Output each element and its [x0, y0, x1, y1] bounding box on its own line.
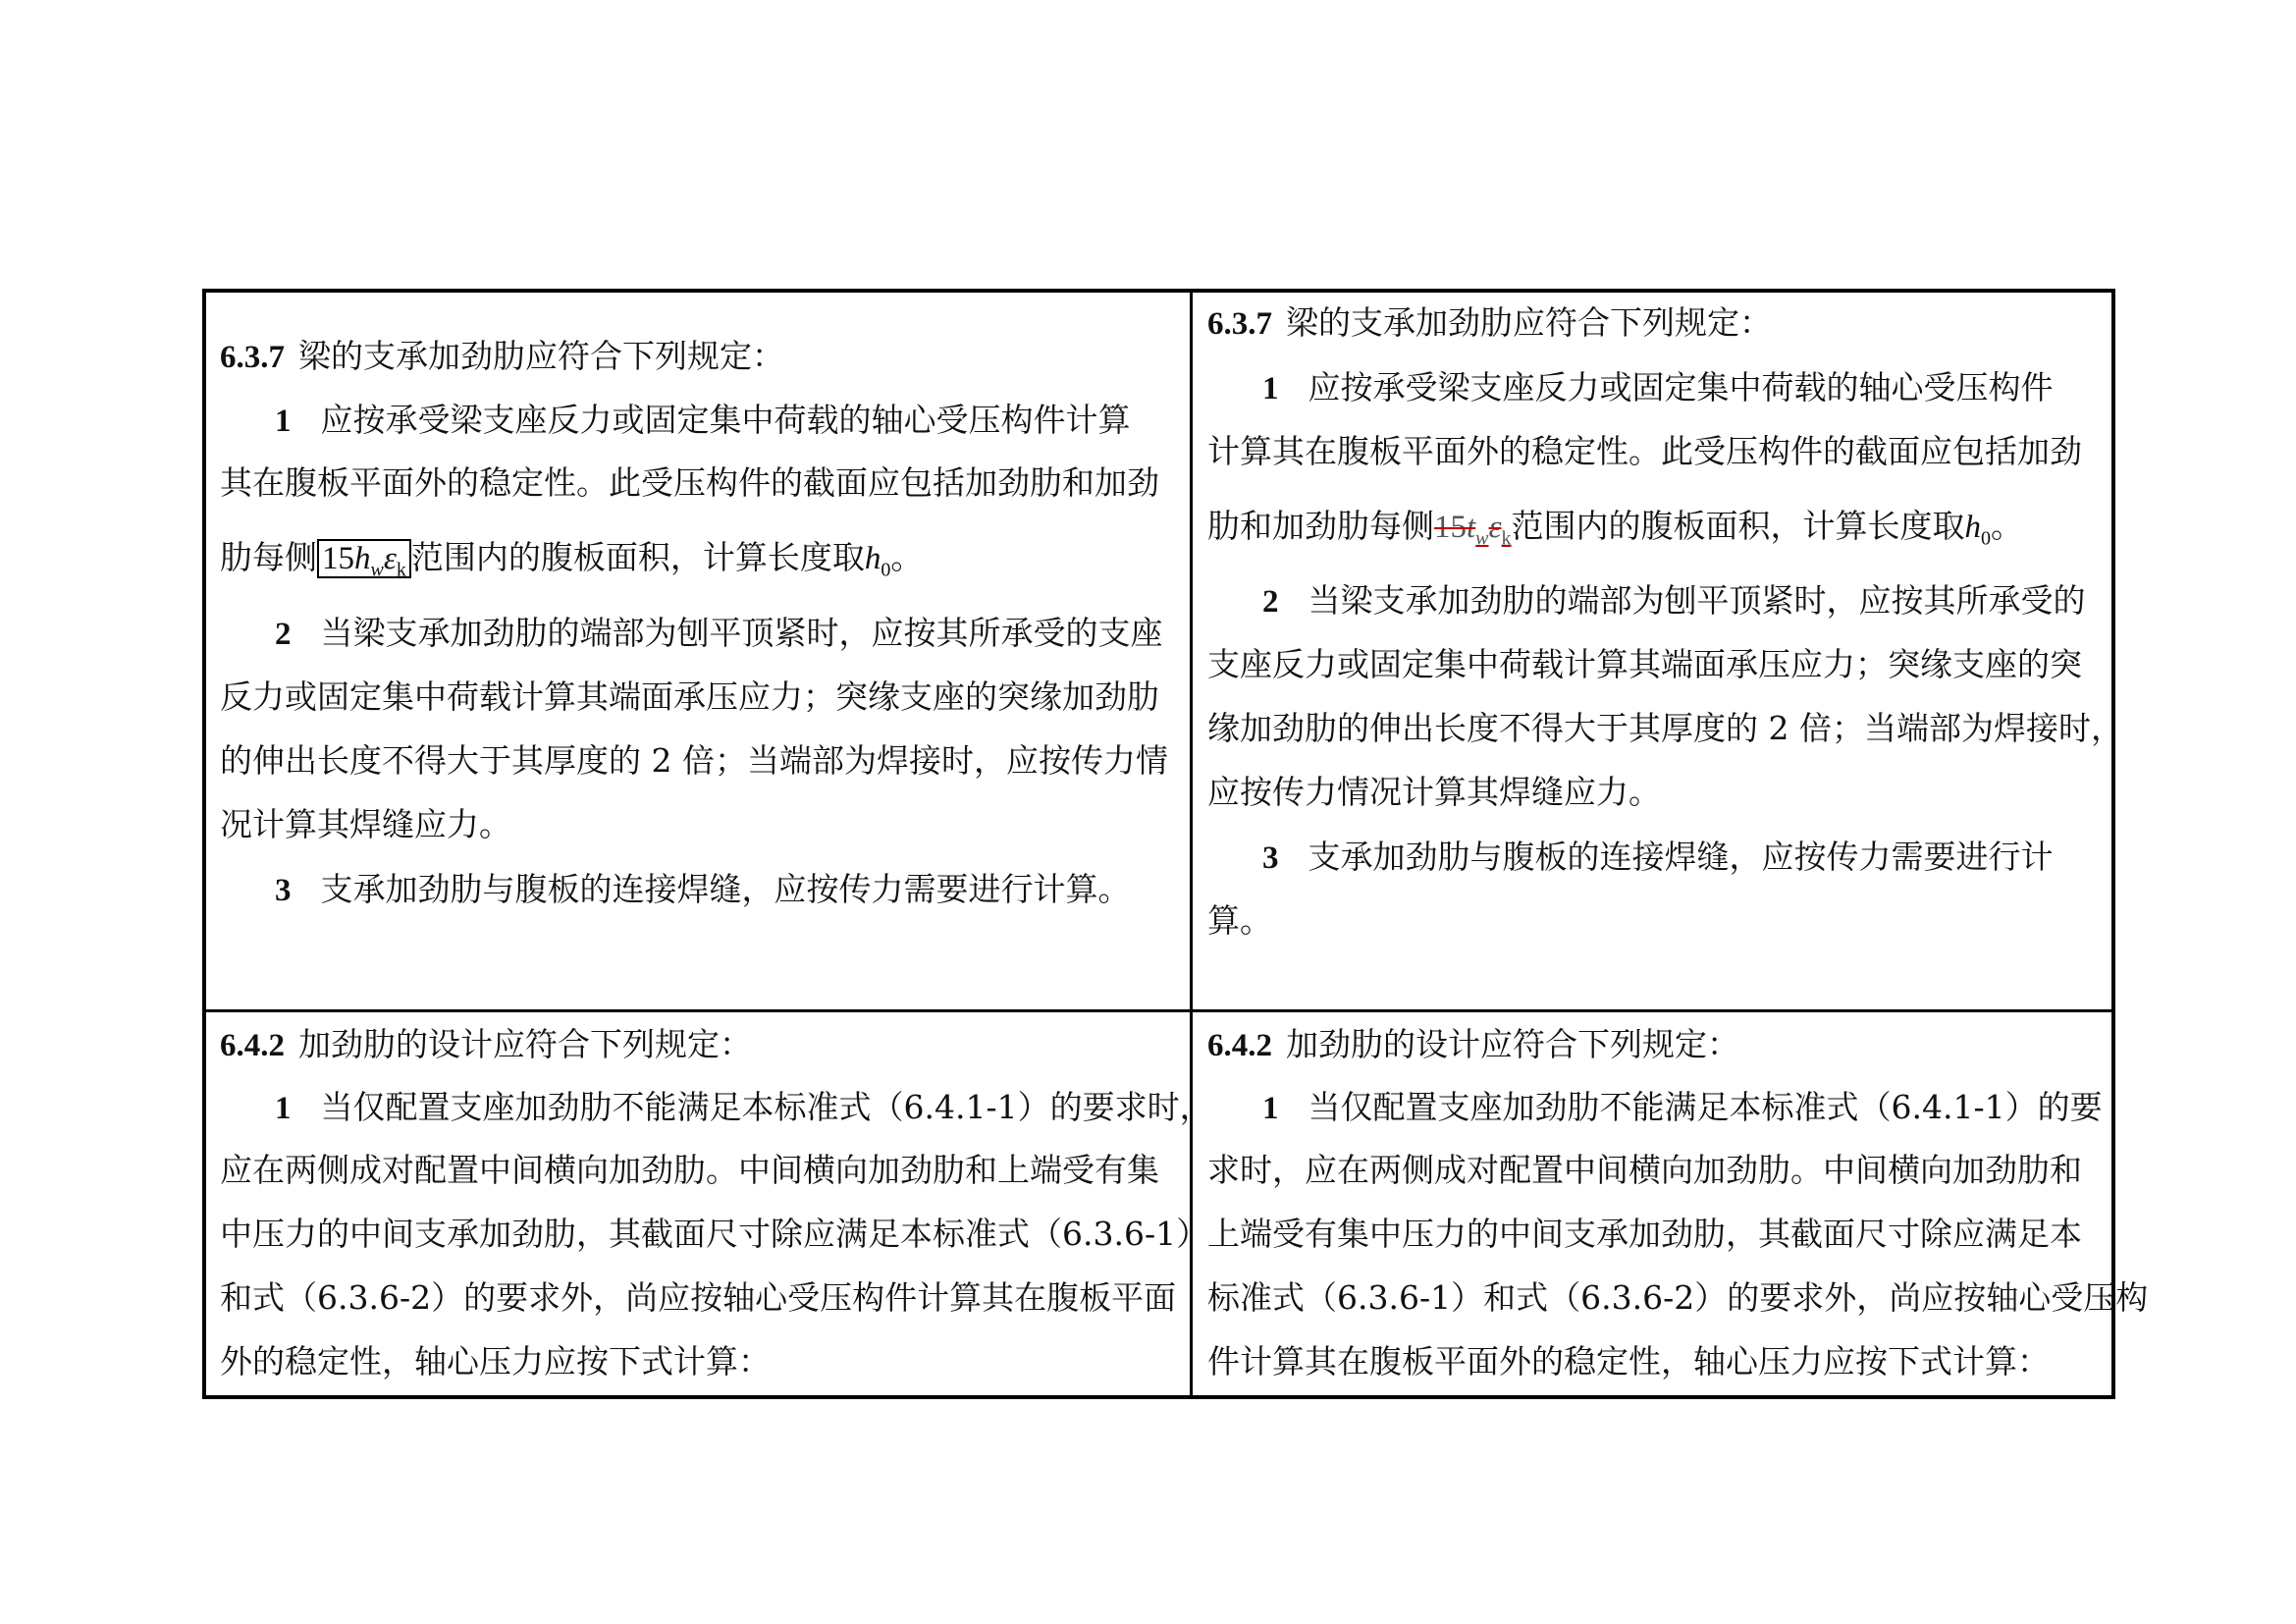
- item-1-line-2: 应在两侧成对配置中间横向加劲肋。中间横向加劲肋和上端受有集: [220, 1151, 1159, 1189]
- item-1-line-4: 和式（6.3.6-2）的要求外，尚应按轴心受压构件计算其在腹板平面: [220, 1278, 1177, 1317]
- item-2-line-4: 况计算其焊缝应力。: [220, 805, 511, 843]
- item-1-line-3: 肋每侧 $15h_w\varepsilon_k$ 范围内的腹板面积，计算长度取$h_0$。: [220, 538, 924, 581]
- item-1-line-2: 计算其在腹板平面外的稳定性。此受压构件的截面应包括加劲: [1207, 432, 2082, 470]
- item-2-line-2: 反力或固定集中荷载计算其端面承压应力；突缘支座的突缘加劲肋: [220, 677, 1159, 716]
- item-1-line-5: 外的稳定性，轴心压力应按下式计算：: [220, 1342, 771, 1380]
- item-number: 1: [275, 1091, 292, 1126]
- clause-heading: 6.4.2 加劲肋的设计应符合下列规定：: [220, 1025, 752, 1063]
- item-number: 1: [1262, 1091, 1279, 1126]
- clause-heading: 6.3.7 梁的支承加劲肋应符合下列规定：: [220, 337, 784, 375]
- clause-number: 6.3.7: [1207, 306, 1272, 342]
- length-symbol: $h_0$: [864, 541, 891, 581]
- row-divider: [202, 1009, 2115, 1012]
- item-number: 2: [275, 617, 292, 652]
- item-2-line-3: 缘加劲肋的伸出长度不得大于其厚度的 2 倍；当端部为焊接时，: [1207, 709, 2123, 747]
- length-symbol: $h_0$: [1964, 510, 1992, 550]
- item-1-line-1: 1 当仅配置支座加劲肋不能满足本标准式（6.4.1-1）的要: [1262, 1088, 2103, 1126]
- item-1-line-5: 件计算其在腹板平面外的稳定性，轴心压力应按下式计算：: [1207, 1342, 2050, 1380]
- item-number: 3: [275, 873, 292, 908]
- item-2-line-1: 2 当梁支承加劲肋的端部为刨平顶紧时，应按其所承受的: [1262, 581, 2086, 620]
- clause-heading: 6.3.7 梁的支承加劲肋应符合下列规定：: [1207, 303, 1772, 342]
- clause-number: 6.3.7: [220, 340, 285, 375]
- struck-formula: $15t_w\varepsilon_k$: [1434, 510, 1512, 550]
- clause-heading: 6.4.2 加劲肋的设计应符合下列规定：: [1207, 1025, 1739, 1063]
- item-number: 1: [275, 404, 292, 439]
- item-1-line-3: 肋和加劲肋每侧$15t_w\varepsilon_k$范围内的腹板面积，计算长度取$h_0$。: [1207, 507, 2024, 550]
- item-1-line-1: 1 应按承受梁支座反力或固定集中荷载的轴心受压构件计算: [275, 401, 1131, 439]
- item-3-line-1: 3 支承加劲肋与腹板的连接焊缝，应按传力需要进行计: [1262, 838, 2054, 876]
- item-2-line-3: 的伸出长度不得大于其厚度的 2 倍；当端部为焊接时，应按传力情: [220, 741, 1168, 780]
- item-1-line-2: 求时，应在两侧成对配置中间横向加劲肋。中间横向加劲肋和: [1207, 1151, 2082, 1189]
- item-2-line-4: 应按传力情况计算其焊缝应力。: [1207, 773, 1661, 811]
- clause-number: 6.4.2: [220, 1028, 285, 1063]
- item-3-line-2: 算。: [1207, 901, 1272, 940]
- item-3-line-1: 3 支承加劲肋与腹板的连接焊缝，应按传力需要进行计算。: [275, 870, 1131, 908]
- item-1-line-1: 1 应按承受梁支座反力或固定集中荷载的轴心受压构件: [1262, 368, 2054, 406]
- item-1-line-2: 其在腹板平面外的稳定性。此受压构件的截面应包括加劲肋和加劲: [220, 463, 1159, 502]
- boxed-formula: $15h_w\varepsilon_k$: [317, 539, 411, 578]
- item-1-line-3: 上端受有集中压力的中间支承加劲肋，其截面尺寸除应满足本: [1207, 1215, 2082, 1253]
- item-number: 2: [1262, 584, 1279, 620]
- item-number: 3: [1262, 840, 1279, 876]
- clause-number: 6.4.2: [1207, 1028, 1272, 1063]
- item-number: 1: [1262, 371, 1279, 406]
- item-1-line-4: 标准式（6.3.6-1）和式（6.3.6-2）的要求外，尚应按轴心受压构: [1207, 1278, 2149, 1317]
- item-1-line-1: 1 当仅配置支座加劲肋不能满足本标准式（6.4.1-1）的要求时，: [275, 1088, 1212, 1126]
- item-2-line-1: 2 当梁支承加劲肋的端部为刨平顶紧时，应按其所承受的支座: [275, 614, 1163, 652]
- item-2-line-2: 支座反力或固定集中荷载计算其端面承压应力；突缘支座的突: [1207, 645, 2082, 683]
- item-1-line-3: 中压力的中间支承加劲肋，其截面尺寸除应满足本标准式（6.3.6-1）: [220, 1215, 1209, 1253]
